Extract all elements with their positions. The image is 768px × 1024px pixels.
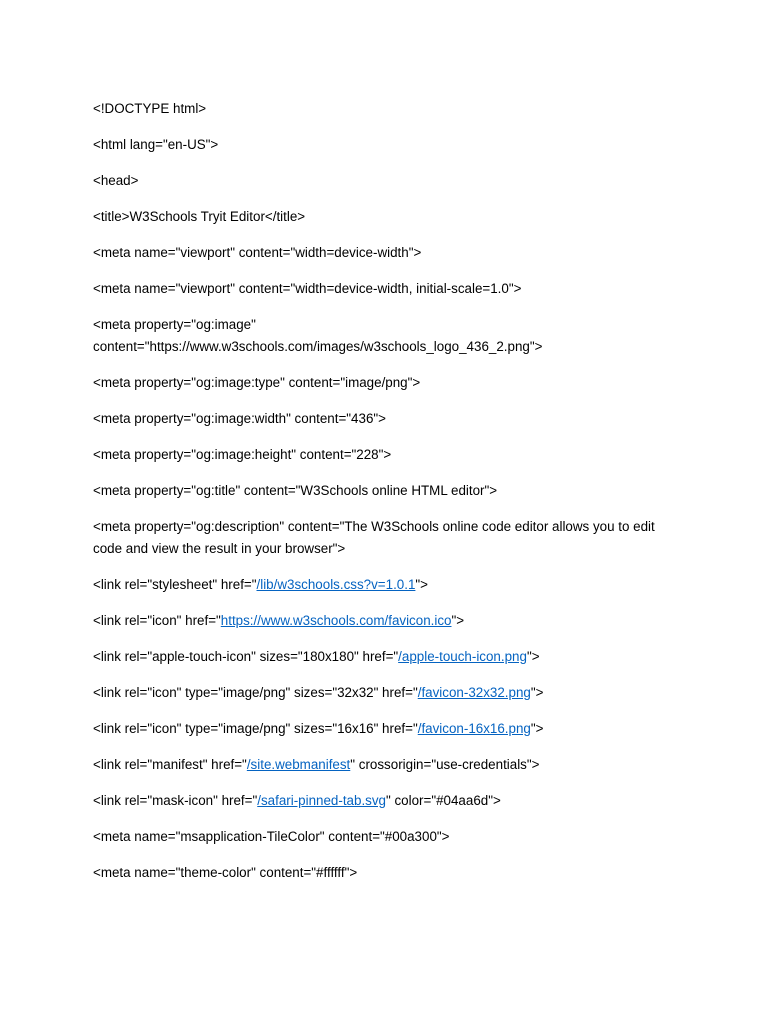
code-line — [93, 480, 673, 502]
code-text: <html lang="en-US"> — [93, 137, 219, 152]
code-text: <meta property="og:image" content="https://www.w3schools.com/images/w3schools_logo_436_2.png"> — [93, 317, 543, 354]
code-line — [93, 754, 673, 776]
hyperlink[interactable]: /safari-pinned-tab.svg — [257, 793, 387, 808]
code-text: <meta name="viewport" content="width=device-width"> — [93, 245, 422, 260]
code-text: "> — [415, 577, 428, 592]
code-text: <link rel="icon" href=" — [93, 613, 221, 628]
code-text: " color="#04aa6d"> — [386, 793, 501, 808]
code-text: <meta property="og:description" content="The W3Schools online code editor allows you to edit code and view the result in your browser"> — [93, 519, 659, 556]
hyperlink[interactable]: https://www.w3schools.com/favicon.ico — [220, 613, 452, 628]
code-line — [93, 372, 673, 394]
code-line — [93, 134, 673, 156]
code-line — [93, 278, 673, 300]
code-line — [93, 646, 673, 668]
code-text: <link rel="icon" type="image/png" sizes="32x32" href=" — [93, 685, 418, 700]
code-text: <meta property="og:image:height" content="228"> — [93, 447, 392, 462]
code-line — [93, 408, 673, 430]
code-line — [93, 242, 673, 264]
hyperlink[interactable]: /lib/w3schools.css?v=1.0.1 — [256, 577, 416, 592]
document-body — [93, 98, 673, 898]
code-text: "> — [530, 685, 544, 700]
code-text: <link rel="apple-touch-icon" sizes="180x180" href=" — [93, 649, 399, 664]
code-text: "> — [530, 721, 544, 736]
code-text: "> — [526, 649, 540, 664]
code-line — [93, 718, 673, 740]
code-text: <link rel="mask-icon" href=" — [93, 793, 258, 808]
code-line — [93, 862, 673, 884]
code-text: " crossorigin="use-credentials"> — [350, 757, 540, 772]
code-line — [93, 790, 673, 812]
code-text: <meta property="og:image:type" content="image/png"> — [93, 375, 421, 390]
code-line — [93, 314, 673, 358]
code-text: <meta name="theme-color" content="#ffffff"> — [93, 865, 358, 880]
code-line — [93, 170, 673, 192]
code-line — [93, 206, 673, 228]
code-line — [93, 98, 673, 120]
code-line — [93, 682, 673, 704]
code-text: <link rel="manifest" href=" — [93, 757, 247, 772]
hyperlink[interactable]: /favicon-32x32.png — [417, 685, 531, 700]
code-line — [93, 610, 673, 632]
code-text: <meta property="og:title" content="W3Schools online HTML editor"> — [93, 483, 498, 498]
code-text: <link rel="icon" type="image/png" sizes="16x16" href=" — [93, 721, 418, 736]
code-line — [93, 574, 673, 596]
code-text: <meta property="og:image:width" content="436"> — [93, 411, 386, 426]
code-text: <!DOCTYPE html> — [93, 101, 207, 116]
code-text: <head> — [93, 173, 139, 188]
code-line — [93, 444, 673, 466]
code-line — [93, 826, 673, 848]
hyperlink[interactable]: /apple-touch-icon.png — [398, 649, 527, 664]
code-text: <link rel="stylesheet" href=" — [93, 577, 257, 592]
code-text: <meta name="msapplication-TileColor" content="#00a300"> — [93, 829, 450, 844]
code-line — [93, 516, 673, 560]
code-text: <title>W3Schools Tryit Editor</title> — [93, 209, 306, 224]
code-text: "> — [451, 613, 465, 628]
hyperlink[interactable]: /favicon-16x16.png — [417, 721, 531, 736]
code-text: <meta name="viewport" content="width=device-width, initial-scale=1.0"> — [93, 281, 522, 296]
hyperlink[interactable]: /site.webmanifest — [246, 757, 351, 772]
